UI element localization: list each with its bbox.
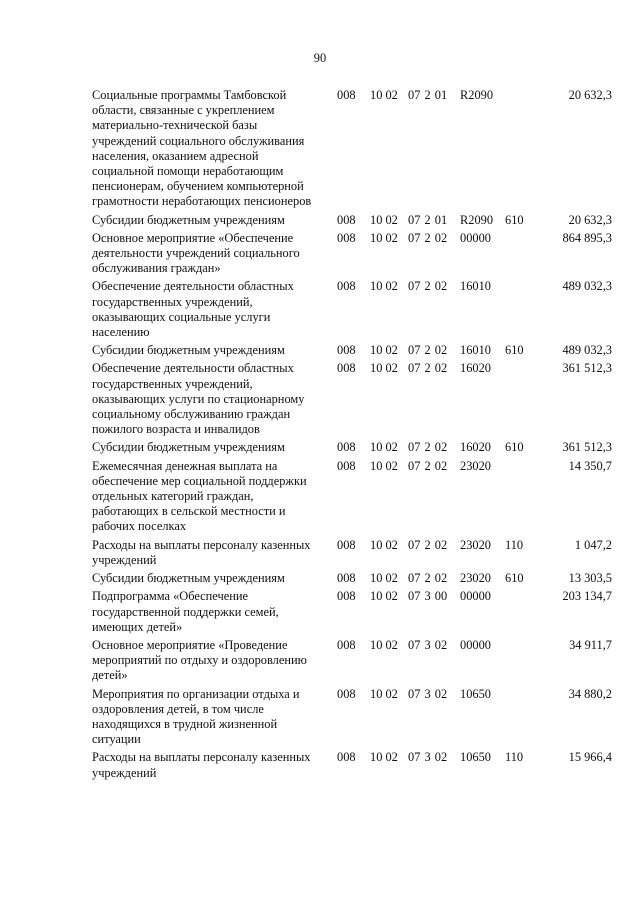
direction-code: 23020: [460, 537, 491, 552]
expense-name: Субсидии бюджетным учреждениям: [92, 571, 285, 586]
section-code: 10 02: [370, 750, 398, 765]
table-row: [92, 440, 612, 455]
expense-type-code: 110: [505, 537, 524, 552]
direction-code: 16020: [460, 361, 491, 376]
program-code: 07 2 02: [408, 230, 448, 245]
ministry-code: 008: [337, 686, 356, 701]
program-code: 07 2 02: [408, 537, 448, 552]
budget-table: [92, 88, 612, 784]
section-code: 10 02: [370, 230, 398, 245]
program-code: 07 2 02: [408, 343, 448, 358]
program-code: 07 2 01: [408, 88, 448, 102]
direction-code: 00000: [460, 230, 491, 245]
program-code: 07 3 02: [408, 750, 448, 765]
ministry-code: 008: [337, 537, 356, 552]
direction-code: 16010: [460, 343, 491, 358]
ministry-code: 008: [337, 279, 356, 294]
table-row: [92, 750, 612, 780]
table-row: [92, 343, 612, 358]
expense-type-code: 110: [505, 750, 524, 765]
section-code: 10 02: [370, 361, 398, 376]
ministry-code: 008: [337, 343, 356, 358]
expense-type-code: 610: [505, 440, 524, 455]
direction-code: R2090: [460, 212, 494, 227]
program-code: 07 3 02: [408, 637, 448, 652]
section-code: 10 02: [370, 537, 398, 552]
expense-name: Ежемесячная денежная выплата на обеспечение мер социальной поддержки отдельных категорий граждан, работающих в сельской местности и рабочих поселках: [92, 458, 307, 534]
expense-name: Социальные программы Тамбовской области, связанные с укреплением материально-технической базы учреждений социального обслуживания населения, оказанием адресной социальной помощи неработающим пенсионерам, обучением компьютерной грамотности неработающих пенсионеров: [92, 88, 312, 209]
section-code: 10 02: [370, 88, 398, 102]
page-number: 90: [313, 51, 327, 65]
table-row: [92, 279, 612, 340]
ministry-code: 008: [337, 440, 356, 455]
program-code: 07 3 02: [408, 686, 448, 701]
direction-code: 00000: [460, 637, 491, 652]
direction-code: 23020: [460, 571, 491, 586]
amount-value: 20 632,3: [568, 212, 612, 227]
program-code: 07 2 02: [408, 440, 448, 455]
amount-value: 361 512,3: [562, 361, 612, 376]
expense-name: Субсидии бюджетным учреждениям: [92, 440, 285, 455]
expense-name: Обеспечение деятельности областных государственных учреждений, оказывающих социальные услуги населению: [92, 279, 294, 340]
section-code: 10 02: [370, 212, 398, 227]
direction-code: R2090: [460, 88, 494, 102]
amount-value: 34 911,7: [569, 637, 612, 652]
program-code: 07 3 00: [408, 589, 448, 604]
amount-value: 15 966,4: [568, 750, 612, 765]
program-code: 07 2 02: [408, 361, 448, 376]
table-row: [92, 459, 612, 535]
table-row: [92, 538, 612, 568]
section-code: 10 02: [370, 440, 398, 455]
table-row: [92, 231, 612, 277]
section-code: 10 02: [370, 589, 398, 604]
ministry-code: 008: [337, 637, 356, 652]
table-row: [92, 88, 612, 210]
ministry-code: 008: [337, 458, 356, 473]
table-row: [92, 571, 612, 586]
expense-name: Подпрограмма «Обеспечение государственной поддержки семей, имеющих детей»: [92, 589, 279, 634]
ministry-code: 008: [337, 230, 356, 245]
ministry-code: 008: [337, 361, 356, 376]
section-code: 10 02: [370, 343, 398, 358]
expense-type-code: 610: [505, 212, 524, 227]
expense-name: Основное мероприятие «Обеспечение деятельности учреждений социального обслуживания граждан»: [92, 230, 300, 276]
direction-code: 16010: [460, 279, 491, 294]
program-code: 07 2 01: [408, 212, 448, 227]
section-code: 10 02: [370, 571, 398, 586]
ministry-code: 008: [337, 212, 356, 227]
amount-value: 489 032,3: [562, 343, 612, 358]
amount-value: 864 895,3: [562, 230, 612, 245]
expense-type-code: 610: [505, 571, 524, 586]
expense-name: Расходы на выплаты персоналу казенных учреждений: [92, 750, 311, 780]
ministry-code: 008: [337, 589, 356, 604]
expense-name: Мероприятия по организации отдыха и оздоровления детей, в том числе находящихся в трудной жизненной ситуации: [92, 686, 300, 747]
program-code: 07 2 02: [408, 279, 448, 294]
table-row: [92, 361, 612, 437]
program-code: 07 2 02: [408, 571, 448, 586]
amount-value: 13 303,5: [568, 571, 612, 586]
direction-code: 00000: [460, 589, 491, 604]
amount-value: 489 032,3: [562, 279, 612, 294]
amount-value: 14 350,7: [568, 458, 612, 473]
expense-name: Обеспечение деятельности областных государственных учреждений, оказывающих услуги по стационарному социальному обслуживанию граждан пожилого возраста и инвалидов: [92, 361, 305, 437]
amount-value: 203 134,7: [562, 589, 612, 604]
section-code: 10 02: [370, 686, 398, 701]
expense-name: Основное мероприятие «Проведение мероприятий по отдыху и оздоровлению детей»: [92, 637, 307, 683]
direction-code: 10650: [460, 750, 491, 765]
ministry-code: 008: [337, 88, 356, 102]
table-row: [92, 213, 612, 228]
amount-value: 20 632,3: [568, 88, 612, 102]
table-row: [92, 589, 612, 635]
program-code: 07 2 02: [408, 458, 448, 473]
table-row: [92, 638, 612, 684]
ministry-code: 008: [337, 571, 356, 586]
expense-name: Субсидии бюджетным учреждениям: [92, 212, 285, 227]
expense-name: Субсидии бюджетным учреждениям: [92, 343, 285, 358]
table-row: [92, 687, 612, 748]
section-code: 10 02: [370, 637, 398, 652]
section-code: 10 02: [370, 279, 398, 294]
expense-type-code: 610: [505, 343, 524, 358]
direction-code: 16020: [460, 440, 491, 455]
expense-name: Расходы на выплаты персоналу казенных учреждений: [92, 537, 311, 567]
ministry-code: 008: [337, 750, 356, 765]
amount-value: 361 512,3: [562, 440, 612, 455]
direction-code: 23020: [460, 458, 491, 473]
amount-value: 1 047,2: [574, 537, 612, 552]
section-code: 10 02: [370, 458, 398, 473]
amount-value: 34 880,2: [568, 686, 612, 701]
direction-code: 10650: [460, 686, 491, 701]
